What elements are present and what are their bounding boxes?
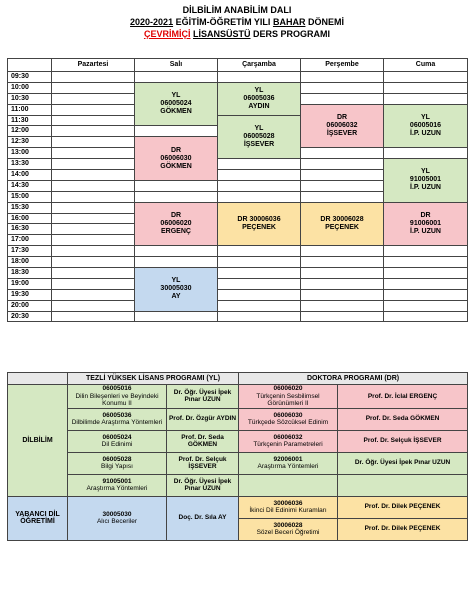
time-label: 17:30 [8, 246, 52, 257]
time-label: 16:30 [8, 224, 52, 235]
program-label: DERS PROGRAMI [253, 29, 331, 39]
term-mid: EĞİTİM-ÖĞRETİM YILI [175, 17, 271, 27]
course-block: DR 30006028 PEÇENEK [301, 202, 384, 246]
day-header: Cuma [384, 59, 468, 72]
dr-program-header: DOKTORA PROGRAMI (DR) [239, 373, 468, 385]
time-label: 14:30 [8, 180, 52, 191]
time-label: 13:00 [8, 148, 52, 159]
corner-cell [8, 373, 68, 385]
time-label: 20:30 [8, 311, 52, 322]
time-label: 18:00 [8, 257, 52, 268]
program-title [0, 28, 474, 40]
department-title: DİLBİLİM ANABİLİM DALI [182, 5, 292, 15]
time-label: 12:30 [8, 137, 52, 148]
corner-cell [8, 59, 52, 72]
page-header [0, 4, 474, 40]
course-block: DR 06006020 ERGENÇ [135, 202, 218, 246]
course-block: YL 91005001 İ.P. UZUN [384, 159, 468, 203]
time-label: 16:00 [8, 213, 52, 224]
time-label: 10:00 [8, 82, 52, 93]
time-label: 12:00 [8, 126, 52, 137]
department-cell: DİLBİLİM [8, 385, 68, 497]
time-label: 11:30 [8, 115, 52, 126]
term-title [0, 16, 474, 28]
table-row: YABANCI DİL ÖĞRETİMİ 30005030 Alıcı Beceriler Doç. Dr. Sıla AY 30006036 İkinci Dil Edinimi Kuramları Prof. Dr. Dilek PEÇENEK [8, 496, 468, 518]
course-block: YL 06005024 GÖKMEN [135, 82, 218, 126]
course-block: DR 30006036 PEÇENEK [218, 202, 301, 246]
time-label: 19:30 [8, 289, 52, 300]
course-block: YL 06005036 AYDIN [218, 82, 301, 115]
course-block: DR 06006032 İŞSEVER [301, 104, 384, 148]
day-header: Çarşamba [218, 59, 301, 72]
day-header: Pazartesi [52, 59, 135, 72]
weekly-schedule-table [7, 58, 468, 322]
time-label: 15:00 [8, 191, 52, 202]
online-label: ÇEVRİMİÇİ [143, 29, 191, 39]
course-block: YL 06005028 İŞSEVER [218, 115, 301, 159]
time-label: 14:00 [8, 170, 52, 181]
time-label: 19:00 [8, 278, 52, 289]
term-end: DÖNEMİ [307, 17, 344, 27]
table-row: 06005028 Bilgi Yapısı Prof. Dr. Selçuk İŞSEVER 92006001 Araştırma Yöntemleri Dr. Öğr. Üyesi İpek Pınar UZUN [8, 452, 468, 474]
time-label: 13:30 [8, 159, 52, 170]
time-label: 09:30 [8, 72, 52, 83]
table-row: 06005036 Dilbilimde Araştırma Yöntemleri Prof. Dr. Özgür AYDIN 06006030 Türkçede Sözcüksel Edinim Prof. Dr. Seda GÖKMEN [8, 408, 468, 430]
table-row: 30006028 Sözel Beceri Öğretimi Prof. Dr. Dilek PEÇENEK [8, 518, 468, 540]
time-label: 11:00 [8, 104, 52, 115]
time-label: 15:30 [8, 202, 52, 213]
course-block: YL 06005016 İ.P. UZUN [384, 104, 468, 148]
course-block: DR 91006001 İ.P. UZUN [384, 202, 468, 246]
grad-label: LİSANSÜSTÜ [192, 29, 251, 39]
table-row: 91005001 Araştırma Yöntemleri Dr. Öğr. Üyesi İpek Pınar UZUN [8, 474, 468, 496]
schedule-header-row [8, 59, 468, 72]
yl-program-header: TEZLİ YÜKSEK LİSANS PROGRAMI (YL) [68, 373, 239, 385]
day-header: Salı [135, 59, 218, 72]
program-header-row [8, 373, 468, 385]
time-label: 17:00 [8, 235, 52, 246]
table-row: 06005024 Dil Edinimi Prof. Dr. Seda GÖKMEN 06006032 Türkçenin Parametreleri Prof. Dr. Selçuk İŞSEVER [8, 430, 468, 452]
course-block: YL 30005030 AY [135, 268, 218, 312]
table-row: DİLBİLİM 06005016 Dilin Bileşenleri ve Beyindeki Konumu II Dr. Öğr. Üyesi İpek Pınar UZUN 06006020 Türkçenin Sesbilimsel Görünümleri II Prof. Dr. İclal ERGENÇ [8, 385, 468, 409]
program-course-table [7, 372, 468, 541]
day-header: Perşembe [301, 59, 384, 72]
term-name: BAHAR [272, 17, 306, 27]
time-label: 18:30 [8, 268, 52, 279]
course-block: DR 06006030 GÖKMEN [135, 137, 218, 181]
time-label: 20:00 [8, 300, 52, 311]
department-cell: YABANCI DİL ÖĞRETİMİ [8, 496, 68, 540]
academic-year: 2020-2021 [130, 17, 174, 27]
time-label: 10:30 [8, 93, 52, 104]
